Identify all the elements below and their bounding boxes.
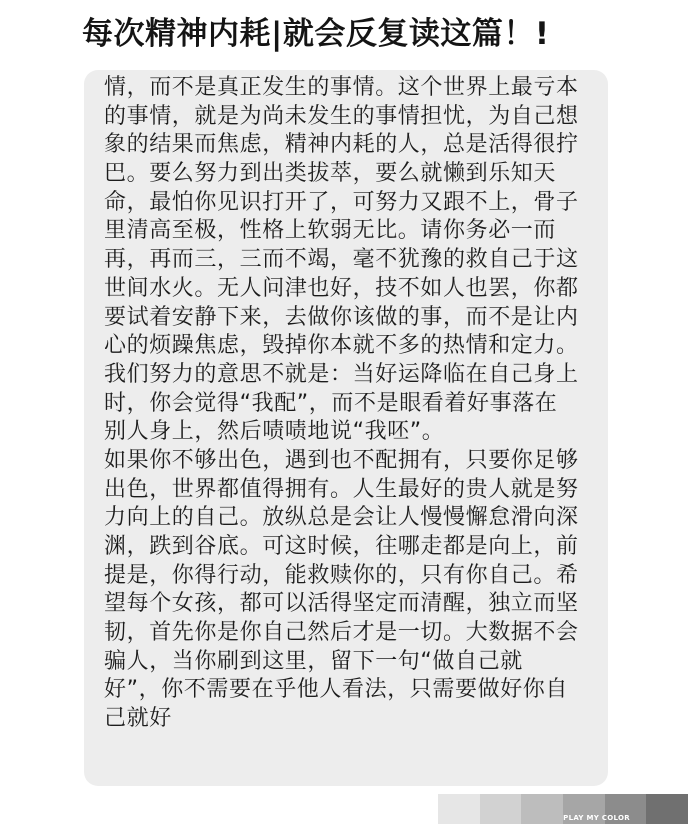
message-line: 世间水火。无人问津也好，技不如人也罢，你都 [104,275,579,301]
message-line: 别人身上，然后啧啧地说“我呸”。 [104,419,445,445]
message-text [104,74,604,734]
message-line: 巴。要么努力到出类拔萃，要么就懒到乐知天 [104,161,557,187]
watermark-swatch [521,794,563,824]
message-line: 的事情，就是为尚未发生的事情担忧，为自己想 [104,103,579,129]
message-line: 韧，首先你是你自己然后才是一切。大数据不会 [104,620,579,646]
watermark-swatch [438,794,480,824]
message-line: 骗人，当你刷到这里，留下一句“做自己就 [104,648,523,674]
watermark-label: PLAY MY COLOR [563,814,630,822]
message-line: 提是，你得行动，能救赎你的，只有你自己。希 [104,562,579,588]
post-title: 每次精神内耗|就会反复读这篇！! [82,16,550,52]
watermark-swatch [480,794,522,824]
message-line: 我们努力的意思不就是：当好运降临在自己身上 [104,361,579,387]
message-line: 渊，跌到谷底。可这时候，往哪走都是向上，前 [104,534,579,559]
message-line: 里清高至极，性格上软弱无比。请你务必一而 [104,218,557,244]
message-line: 时，你会觉得“我配”，而不是眼看着好事落在 [104,390,558,416]
message-line: 出色，世界都值得拥有。人生最好的贵人就是努 [104,476,579,502]
message-line: 己就好 [104,706,172,732]
message-line: 力向上的自己。放纵总是会让人慢慢懈怠滑向深 [104,505,579,531]
message-line: 象的结果而焦虑，精神内耗的人，总是活得很拧 [104,132,579,158]
message-line: 如果你不够出色，遇到也不配拥有，只要你足够 [104,447,579,473]
message-line: 命，最怕你见识打开了，可努力又跟不上，骨子 [104,189,579,215]
message-line: 要试着安静下来，去做你该做的事，而不是让内 [104,304,579,330]
watermark-swatch [646,794,688,824]
message-line: 情，而不是真正发生的事情。这个世界上最亏本 [104,75,579,100]
message-line: 好”，你不需要在乎他人看法，只需要做好你自 [104,677,568,703]
message-line: 望每个女孩，都可以活得坚定而清醒，独立而坚 [104,591,579,617]
message-line: 再，再而三，三而不竭，毫不犹豫的救自己于这 [104,247,579,273]
message-line: 心的烦躁焦虑，毁掉你本就不多的热情和定力。 [104,333,579,359]
